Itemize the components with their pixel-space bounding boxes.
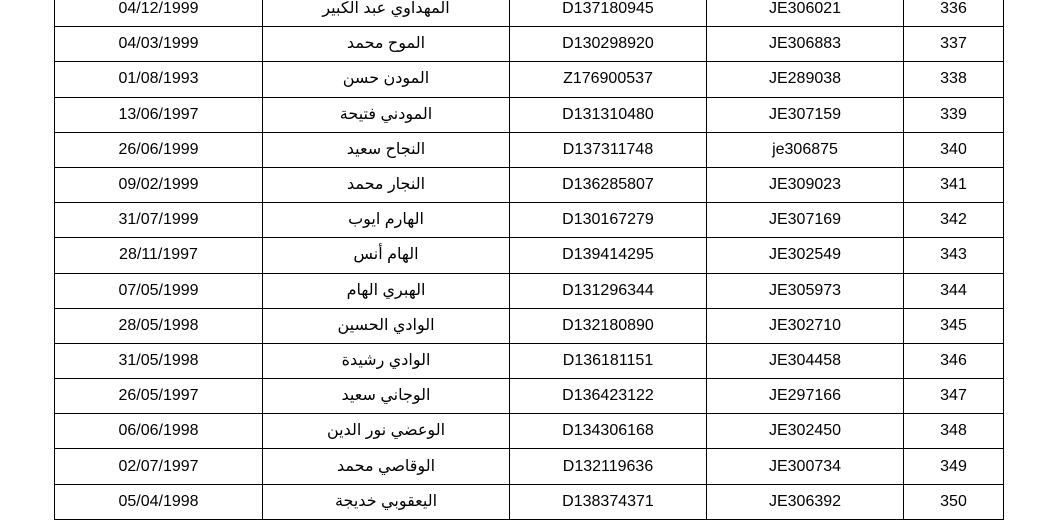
birth-date-cell: 26/06/1999 [55,132,263,167]
row-number-cell: 349 [904,449,1004,484]
code-cell: JE302450 [707,414,904,449]
cin-cell: D132180890 [510,308,707,343]
row-number-cell: 341 [904,167,1004,202]
row-number-cell: 345 [904,308,1004,343]
cin-cell: D139414295 [510,238,707,273]
birth-date-cell: 02/07/1997 [55,449,263,484]
code-cell: JE305973 [707,273,904,308]
cin-cell: D130167279 [510,203,707,238]
table-row [55,449,1004,484]
name-cell: الهارم ايوب [263,203,510,238]
row-number-cell: 348 [904,414,1004,449]
cin-cell: D138374371 [510,484,707,519]
name-cell: المهداوي عبد الكبير [263,0,510,27]
table-row [55,0,1004,27]
row-number-cell: 347 [904,379,1004,414]
cin-cell: D131310480 [510,97,707,132]
cin-cell: D130298920 [510,27,707,62]
code-cell: JE306392 [707,484,904,519]
row-number-cell: 343 [904,238,1004,273]
birth-date-cell: 28/11/1997 [55,238,263,273]
cin-cell: D134306168 [510,414,707,449]
name-cell: الوادي الحسين [263,308,510,343]
birth-date-cell: 31/05/1998 [55,343,263,378]
row-number-cell: 350 [904,484,1004,519]
birth-date-cell: 28/05/1998 [55,308,263,343]
name-cell: النجاح سعيد [263,132,510,167]
name-cell: الوادي رشيدة [263,343,510,378]
name-cell: الوعضي نور الدين [263,414,510,449]
birth-date-cell: 09/02/1999 [55,167,263,202]
candidates-table-body [55,0,1004,519]
row-number-cell: 337 [904,27,1004,62]
cin-cell: Z176900537 [510,62,707,97]
cin-cell: D132119636 [510,449,707,484]
candidates-table [54,0,1004,520]
code-cell: JE300734 [707,449,904,484]
table-row [55,132,1004,167]
code-cell: JE289038 [707,62,904,97]
birth-date-cell: 05/04/1998 [55,484,263,519]
code-cell: je306875 [707,132,904,167]
name-cell: الوجاني سعيد [263,379,510,414]
name-cell: الهام أنس [263,238,510,273]
birth-date-cell: 26/05/1997 [55,379,263,414]
row-number-cell: 342 [904,203,1004,238]
code-cell: JE304458 [707,343,904,378]
birth-date-cell: 07/05/1999 [55,273,263,308]
code-cell: JE302710 [707,308,904,343]
birth-date-cell: 31/07/1999 [55,203,263,238]
birth-date-cell: 04/12/1999 [55,0,263,27]
table-row [55,203,1004,238]
table-row [55,167,1004,202]
birth-date-cell: 13/06/1997 [55,97,263,132]
row-number-cell: 339 [904,97,1004,132]
cin-cell: D136181151 [510,343,707,378]
row-number-cell: 336 [904,0,1004,27]
name-cell: المودن حسن [263,62,510,97]
name-cell: اليعقوبي خديجة [263,484,510,519]
cin-cell: D137311748 [510,132,707,167]
cin-cell: D136285807 [510,167,707,202]
code-cell: JE309023 [707,167,904,202]
code-cell: JE307159 [707,97,904,132]
code-cell: JE306883 [707,27,904,62]
row-number-cell: 338 [904,62,1004,97]
row-number-cell: 346 [904,343,1004,378]
table-row [55,484,1004,519]
code-cell: JE297166 [707,379,904,414]
birth-date-cell: 01/08/1993 [55,62,263,97]
table-row [55,97,1004,132]
table-row [55,62,1004,97]
name-cell: النجار محمد [263,167,510,202]
cin-cell: D131296344 [510,273,707,308]
table-row [55,27,1004,62]
table-row [55,414,1004,449]
table-row [55,343,1004,378]
code-cell: JE302549 [707,238,904,273]
name-cell: الهبري الهام [263,273,510,308]
code-cell: JE306021 [707,0,904,27]
table-row [55,308,1004,343]
row-number-cell: 340 [904,132,1004,167]
table-row [55,379,1004,414]
birth-date-cell: 06/06/1998 [55,414,263,449]
row-number-cell: 344 [904,273,1004,308]
birth-date-cell: 04/03/1999 [55,27,263,62]
table-row [55,238,1004,273]
name-cell: الموح محمد [263,27,510,62]
code-cell: JE307169 [707,203,904,238]
table-row [55,273,1004,308]
cin-cell: D136423122 [510,379,707,414]
cin-cell: D137180945 [510,0,707,27]
name-cell: المودني فتيحة [263,97,510,132]
name-cell: الوقاصي محمد [263,449,510,484]
